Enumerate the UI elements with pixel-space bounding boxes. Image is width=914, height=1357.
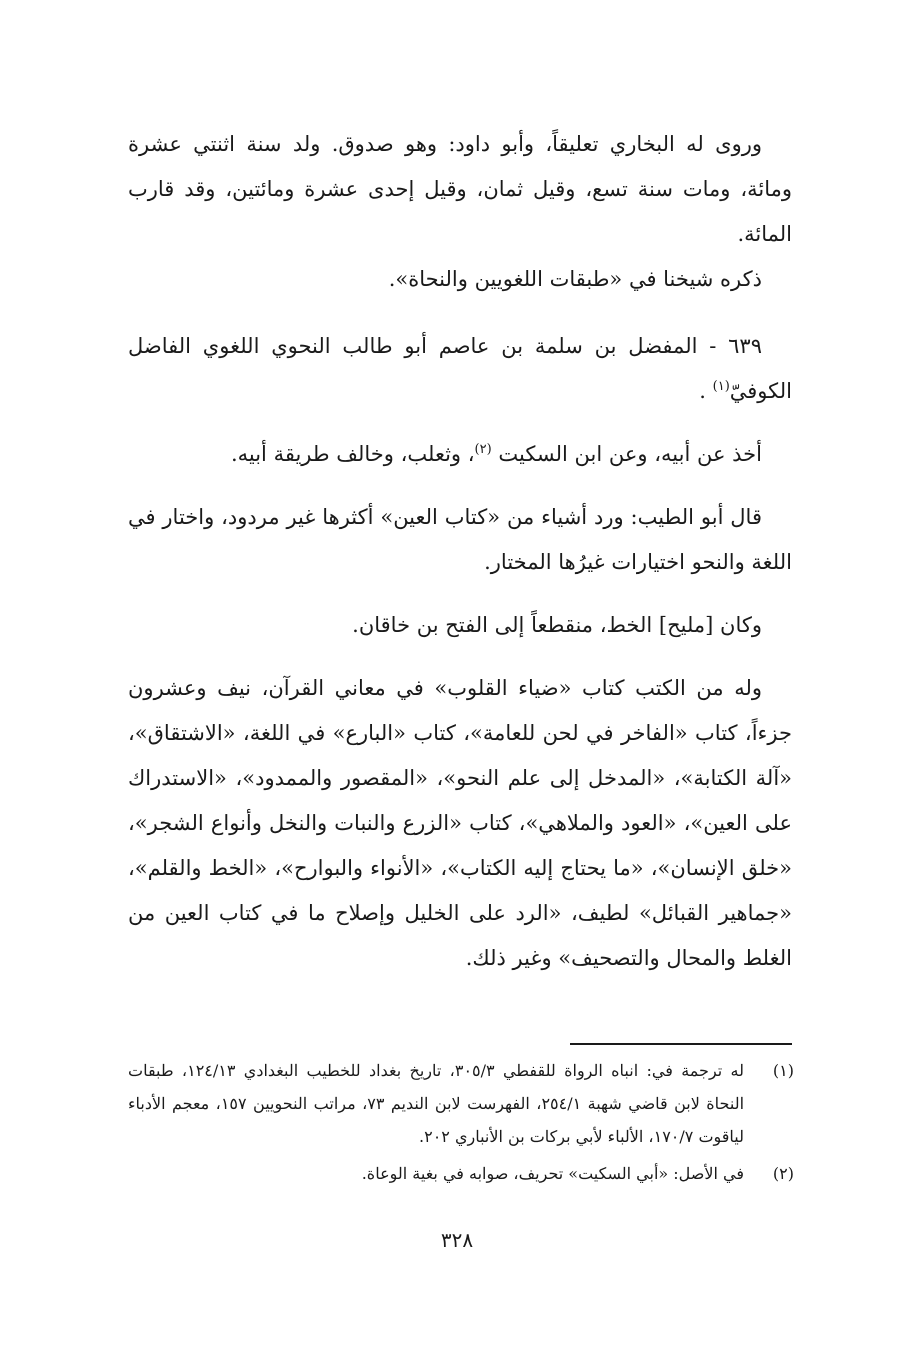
footnote-ref-1[interactable]: (١): [712, 379, 730, 394]
footnote-2: [128, 1157, 794, 1190]
teachers-text-b: ، وثعلب، وخالف طريقة أبيه.: [230, 442, 475, 466]
footnote-number: (٢): [772, 1164, 794, 1183]
entry-title-end: .: [699, 379, 706, 403]
footnote-text: له ترجمة في: انباه الرواة للقفطي ٣٠٥/٣، تاريخ بغداد للخطيب البغدادي ١٢٤/١٣، طبقات النحاة لابن قاضي شهبة ٢٥٤/١، الفهرست لابن النديم ٧٣، مراتب النحويين ١٥٧، معجم الأدباء لياقوت ١٧٠/٧، الألباء لأبي بركات بن الأنباري ٢٠٢.: [128, 1061, 745, 1146]
paragraph-quote: قال أبو الطيب: ورد أشياء من «كتاب العين» أكثرها غير مردود، واختار في اللغة والنحو اختيارات غيرُها المختار.: [128, 505, 792, 574]
paragraph-teachers: [128, 432, 792, 477]
paragraph-handwriting: وكان [مليح] الخط، منقطعاً إلى الفتح بن خاقان.: [352, 613, 762, 637]
page-number: ٣٢٨: [440, 1228, 474, 1252]
paragraph-mention: ذكره شيخنا في «طبقات اللغويين والنحاة».: [388, 267, 762, 291]
footnote-number: (١): [772, 1061, 794, 1080]
entry-title: ٦٣٩ - المفضل بن سلمة بن عاصم أبو طالب النحوي اللغوي الفاضل الكوفيّ: [128, 334, 792, 403]
paragraph-books: وله من الكتب كتاب «ضياء القلوب» في معاني القرآن، نيف وعشرون جزءاً، كتاب «الفاخر في لحن للعامة»، كتاب «البارع» في اللغة، «الاشتقاق»، «آلة الكتابة»، «المدخل إلى علم النحو»، «المقصور والممدود»، «الاستدراك على العين»، «العود والملاهي»، كتاب «الزرع والنبات والنخل وأنواع الشجر»، «خلق الإنسان»، «ما يحتاج إليه الكتاب»، «الأنواء والبوارح»، «الخط والقلم»، «جماهير القبائل» لطيف، «الرد على الخليل وإصلاح ما في كتاب العين من الغلط والمحال والتصحيف» وغير ذلك.: [128, 676, 793, 970]
main-text: [128, 122, 792, 981]
footnote-divider: [570, 1043, 792, 1045]
footnote-text: في الأصل: «أبي السكيت» تحريف، صوابه في بغية الوعاة.: [361, 1164, 744, 1183]
footnotes: [128, 1054, 794, 1190]
teachers-text-a: أخذ عن أبيه، وعن ابن السكيت: [498, 442, 762, 466]
footnote-ref-2[interactable]: (٢): [474, 442, 492, 457]
footnote-1: [128, 1054, 794, 1153]
paragraph-narration: وروى له البخاري تعليقاً، وأبو داود: وهو صدوق. ولد سنة اثنتي عشرة ومائة، ومات سنة تسع، وقيل ثمان، وقيل إحدى عشرة ومائتين، وقد قارب المائة.: [128, 132, 792, 246]
entry-heading: [128, 324, 792, 414]
